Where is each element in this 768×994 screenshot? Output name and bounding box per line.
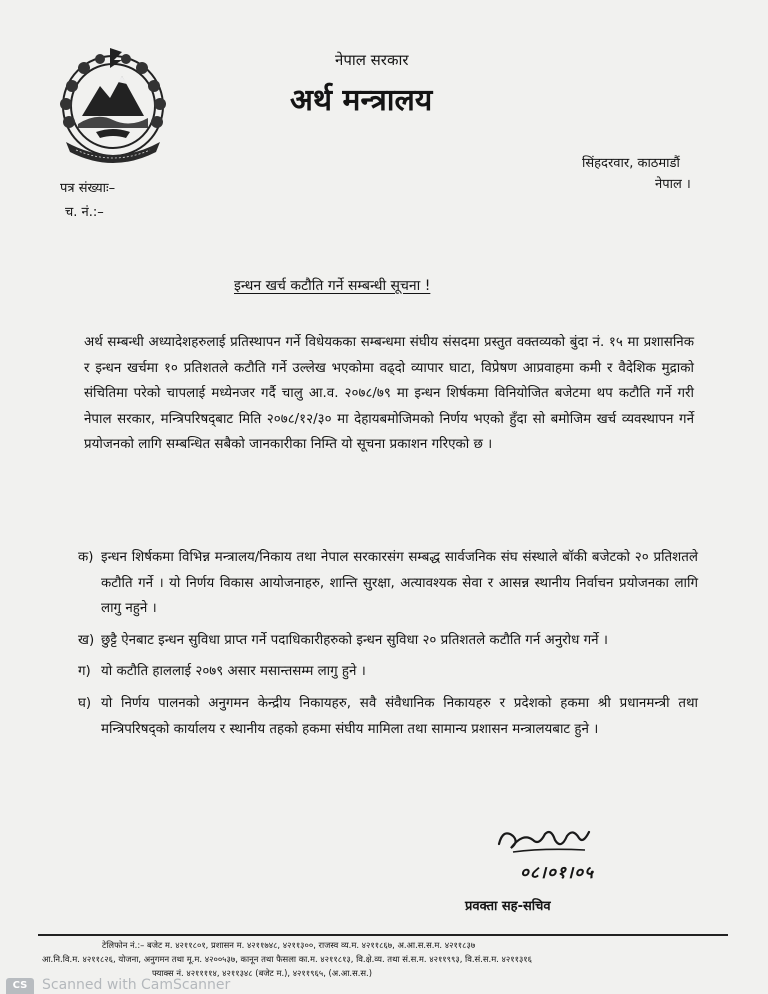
decision-point: [78, 545, 698, 622]
footer-telephone-line: टेलिफोन नं.:– बजेट म. ४२११८०१, प्रशासन म. ४२११७४८, ४२११३००, राजस्व व्य.म. ४२११८६७, अ.आ.स.स.म. ४२११८३७: [102, 940, 476, 950]
point-text: यो निर्णय पालनको अनुगमन केन्द्रीय निकायहरु, सवै संवैधानिक निकायहरु र प्रदेशको हकमा श्री प्रधानमन्त्री तथा मन्त्रिपरिषद्‌को कार्यालय र स्थानीय तहको हकमा संघीय मामिला तथा सामान्य प्रशासन मन्त्रालयबाट हुने ।: [101, 695, 698, 737]
point-label: क): [78, 550, 94, 565]
scanner-watermark: Scanned with CamScanner: [42, 977, 231, 993]
point-label: ग): [78, 664, 91, 680]
footer-contacts: [42, 938, 732, 980]
point-label: ख): [78, 632, 95, 648]
signature-date: ०८।०१।०५: [520, 863, 594, 883]
government-name: नेपाल सरकार: [335, 51, 409, 69]
point-text: यो कटौति हाललाई २०७९ असार मसान्तसम्म लागु हुने ।: [101, 664, 366, 680]
office-address: सिंहदरवार, काठमाडौं: [582, 156, 680, 171]
decision-point: [78, 691, 698, 742]
camscanner-logo-icon: CS: [6, 978, 34, 994]
point-text: इन्धन शिर्षकमा विभिन्न मन्त्रालय/निकाय तथा नेपाल सरकारसंग सम्बद्ध सार्वजनिक संघ संस्थाले बॉकी बजेटको २० प्रतिशतले कटौति गर्ने । यो निर्णय विकास आयोजनाहरु, शान्ति सुरक्षा, अत्यावश्यक सेवा र आसन्न स्थानीय निर्वाचन प्रयोजनका लागि लागु नहुने ।: [101, 550, 698, 617]
dispatch-number-label: च. नं.:–: [65, 205, 104, 220]
decision-point: [78, 628, 698, 654]
office-country: नेपाल ।: [655, 177, 691, 192]
footer-fax-line: फ्याक्स नं. ४२११११४, ४२११३४८ (बजेट म.), ४२११९६५, (अ.आ.स.स.): [152, 968, 372, 978]
decision-point: [78, 659, 698, 685]
notice-subject: इन्धन खर्च कटौति गर्ने सम्बन्धी सूचना !: [234, 278, 431, 294]
nepal-government-emblem: [52, 46, 174, 164]
point-label: घ): [78, 695, 92, 711]
signatory-designation: प्रवक्ता सह-सचिव: [465, 899, 551, 914]
footer-divider: [38, 934, 728, 936]
footer-telephone-line-2: आ.नि.वि.म. ४२११८२६, योजना, अनुगमन तथा मू.म. ४२००५३७, कानून तथा फैसला का.म. ४२११८१३, वि.क्षे.व्य. तथा सं.स.म. ४२११९९३, वि.सं.स.म. ४२११३१६: [42, 954, 533, 964]
notice-body: अर्थ सम्बन्धी अध्यादेशहरुलाई प्रतिस्थापन गर्ने विधेयकका सम्बन्धमा संघीय संसदमा प्रस्तुत वक्तव्यको बुंदा नं. १५ मा प्रशासनिक र इन्धन खर्चमा १० प्रतिशतले कटौति गर्ने उल्लेख भएकोमा वढ्दो व्यापार घाटा, विप्रेषण आप्रवाहमा कमी र वैदेशिक मुद्राको संचितिमा परेको चापलाई मध्येनजर गर्दै चालु आ.व. २०७८/७९ मा इन्धन शिर्षकमा विनियोजित बजेटमा थप कटौति गर्ने गरी नेपाल सरकार, मन्त्रिपरिषद्‌बाट मिति २०७८/१२/३० मा देहायबमोजिमको निर्णय भएको हुँदा सो बमोजिम खर्च व्यवस्थापन गर्ने प्रयोजनको लागि सम्बन्धित सबैको जानकारीका निम्ति यो सूचना प्रकाशन गरिएको छ ।: [84, 335, 694, 453]
ministry-title: अर्थ मन्त्रालय: [290, 83, 433, 118]
decision-points: [78, 545, 698, 748]
reference-number-label: पत्र संख्याः–: [60, 181, 116, 196]
handwritten-signature: [493, 822, 593, 856]
point-text: छुट्टै ऐनबाट इन्धन सुविधा प्राप्त गर्ने पदाधिकारीहरुको इन्धन सुविधा २० प्रतिशतले कटौति गर्न अनुरोध गर्ने ।: [101, 632, 608, 648]
